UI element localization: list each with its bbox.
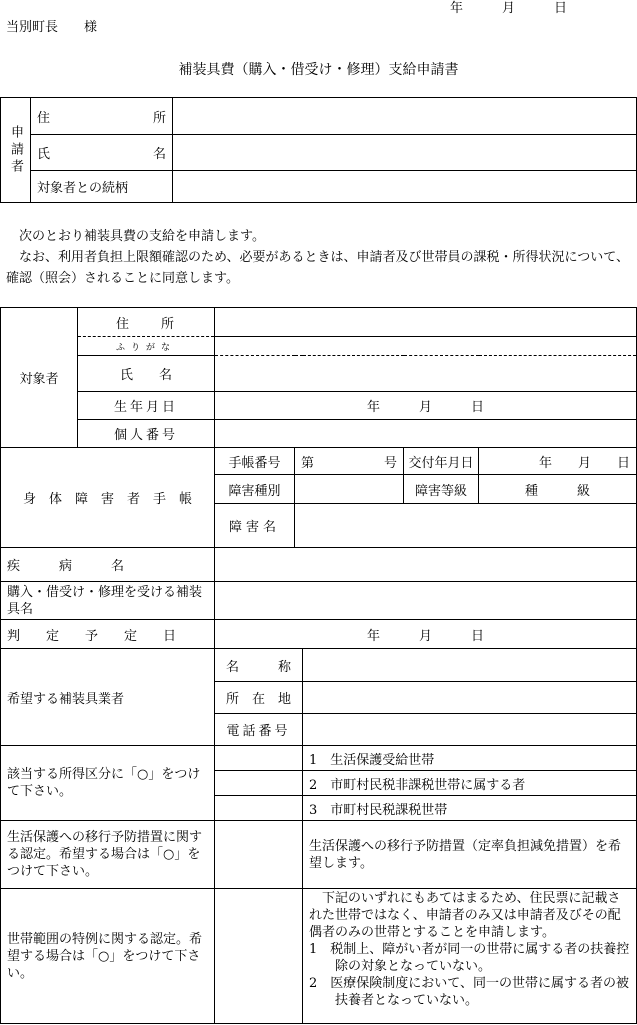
- form-title: 補装具費（購入・借受け・修理）支給申請書: [178, 62, 459, 78]
- income-option-3: 3 市町村民税課税世帯: [303, 796, 637, 821]
- applicant-address-field[interactable]: [173, 98, 637, 135]
- applicant-name-field[interactable]: [173, 135, 637, 171]
- subject-number-label: 個人番号: [78, 420, 215, 448]
- applicant-address-label: 住 所: [31, 98, 173, 135]
- device-field[interactable]: [215, 582, 637, 620]
- applicant-relation-field[interactable]: [173, 171, 637, 203]
- handbook-number-prefix: 第: [301, 455, 315, 471]
- handbook-number-label: 手帳番号: [215, 448, 295, 475]
- applicant-name-label: 氏 名: [31, 135, 173, 171]
- household-item-2: 2 医療保険制度において、同一の世帯に属する者の被扶養者となっていない。: [309, 976, 630, 1008]
- vendor-label: 希望する補装具業者: [1, 649, 215, 746]
- subject-name-label: 氏 名: [78, 356, 215, 392]
- household-label: 世帯範囲の特例に関する認定。希望する場合は「○」をつけて下さい。: [1, 889, 215, 1024]
- household-item-1: 1 税制上、障がい者が同一の世帯に属する者の扶養控除の対象となっていない。: [309, 942, 630, 974]
- subject-address-field[interactable]: [215, 308, 637, 337]
- household-mark[interactable]: [215, 889, 303, 1024]
- income-mark-1[interactable]: [215, 746, 303, 771]
- handbook-disability-name-field[interactable]: [295, 504, 637, 548]
- handbook-type-label: 障害種別: [215, 475, 295, 504]
- handbook-issue-value[interactable]: 年 月 日: [479, 448, 637, 475]
- handbook-label: 身体障害者手帳: [1, 448, 215, 548]
- device-label: 購入・借受け・修理を受ける補装具名: [1, 582, 215, 620]
- handbook-type-field[interactable]: [295, 475, 404, 504]
- transition-text: 生活保護への移行予防措置（定率負担減免措置）を希望します。: [303, 821, 637, 889]
- subject-name-field[interactable]: [215, 356, 637, 392]
- income-option-1: 1 生活保護受給世帯: [303, 746, 637, 771]
- addressee: 当別町長 様: [6, 20, 98, 35]
- header-date: 年 月 日: [450, 1, 568, 16]
- vendor-name-field[interactable]: [303, 649, 637, 682]
- income-mark-3[interactable]: [215, 796, 303, 821]
- handbook-number-suffix: 号: [383, 455, 397, 471]
- subject-furigana-label: ふりがな: [78, 337, 215, 356]
- handbook-grade-label: 障害等級: [404, 475, 479, 504]
- applicant-relation-label: 対象者との続柄: [31, 171, 173, 203]
- handbook-number-field[interactable]: [295, 448, 404, 475]
- handbook-grade-value[interactable]: 種 級: [479, 475, 637, 504]
- vendor-name-label: 名 称: [215, 649, 303, 682]
- income-mark-2[interactable]: [215, 771, 303, 796]
- handbook-disability-name-label: 障害名: [215, 504, 295, 548]
- applicant-group-label: 申請者: [1, 98, 31, 203]
- disease-label: 疾 病 名: [1, 548, 215, 582]
- household-intro: 下記のいずれにもあてはまるため、住民票に記載された世帯ではなく、申請者のみ又は申請者及びその配偶者のみの世帯とすることを申請します。: [309, 891, 621, 940]
- consent-line-1: 次のとおり補装具費の支給を申請します。: [19, 229, 265, 244]
- judgement-label: 判 定 予 定 日: [1, 620, 215, 649]
- subject-furigana-field[interactable]: [215, 337, 637, 356]
- subject-birth-value[interactable]: 年 月 日: [215, 392, 637, 420]
- income-option-2: 2 市町村民税非課税世帯に属する者: [303, 771, 637, 796]
- main-table: [0, 307, 637, 1024]
- income-label: 該当する所得区分に「○」をつけて下さい。: [1, 746, 215, 821]
- household-text: [303, 889, 637, 1024]
- vendor-phone-label: 電話番号: [215, 714, 303, 746]
- consent-line-2: なお、利用者負担上限額確認のため、必要があるときは、申請者及び世帯員の課税・所得状況について、確認（照会）されることに同意します。: [6, 250, 629, 286]
- vendor-location-label: 所 在 地: [215, 682, 303, 714]
- applicant-table: [0, 97, 637, 203]
- disease-field[interactable]: [215, 548, 637, 582]
- vendor-phone-field[interactable]: [303, 714, 637, 746]
- subject-address-label: 住 所: [78, 308, 215, 337]
- handbook-issue-label: 交付年月日: [404, 448, 479, 475]
- subject-birth-label: 生年月日: [78, 392, 215, 420]
- subject-number-field[interactable]: [215, 420, 637, 448]
- subject-group-label: 対象者: [1, 308, 78, 448]
- judgement-value[interactable]: 年 月 日: [215, 620, 637, 649]
- transition-label: 生活保護への移行予防措置に関する認定。希望する場合は「○」をつけて下さい。: [1, 821, 215, 889]
- transition-mark[interactable]: [215, 821, 303, 889]
- vendor-location-field[interactable]: [303, 682, 637, 714]
